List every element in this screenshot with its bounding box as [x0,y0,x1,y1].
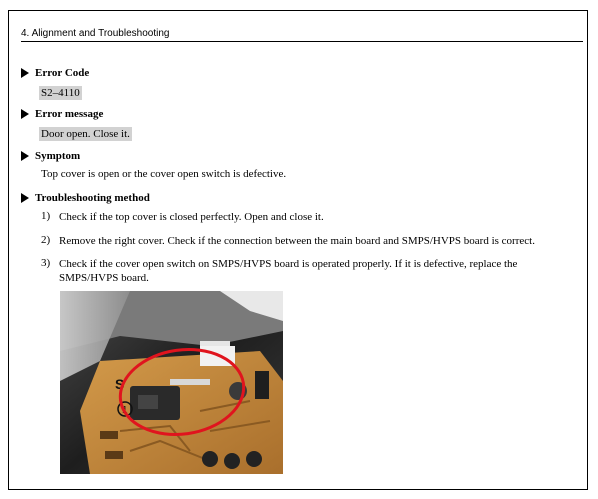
error-code-value: S2–4110 [41,87,80,99]
triangle-bullet-icon [21,151,29,161]
svg-text:S: S [115,376,125,392]
error-code-heading [21,67,89,79]
error-code-value-wrap [39,83,82,101]
page-frame [8,10,588,490]
step-number: 3) [41,257,51,269]
error-message-heading [21,108,103,120]
error-code-section [21,67,89,79]
troubleshooting-heading [21,192,150,204]
step-text: Check if the top cover is closed perfectly. Open and close it. [59,211,324,223]
error-code-heading-text: Error Code [35,67,90,79]
symptom-heading [21,150,80,162]
triangle-bullet-icon [21,68,29,78]
troubleshooting-section [21,192,150,204]
troubleshooting-heading-text: Troubleshooting method [35,192,150,204]
symptom-text: Top cover is open or the cover open switch is defective. [41,168,287,180]
troubleshooting-step-2 [41,234,559,248]
triangle-bullet-icon [21,109,29,119]
symptom-section [21,150,80,162]
step-text: Check if the cover open switch on SMPS/HVPS board is operated properly. If it is defective, replace the SMPS/HVPS board. [59,258,518,284]
svg-text:1: 1 [122,405,128,416]
troubleshooting-step-1 [41,210,559,224]
step-text: Remove the right cover. Check if the connection between the main board and SMPS/HVPS board is correct. [59,235,535,247]
symptom-heading-text: Symptom [35,150,81,162]
circuit-board-photo-icon [60,291,283,474]
step-number: 2) [41,234,51,246]
triangle-bullet-icon [21,193,29,203]
error-message-heading-text: Error message [35,108,104,120]
error-message-value: Door open. Close it. [41,128,130,140]
step-number: 1) [41,210,51,222]
error-message-section [21,108,103,120]
troubleshooting-step-3 [41,257,559,285]
section-header: 4. Alignment and Troubleshooting [21,28,170,39]
circuit-board-photo [60,291,283,474]
error-message-value-wrap [39,124,132,142]
header-rule [21,41,583,42]
